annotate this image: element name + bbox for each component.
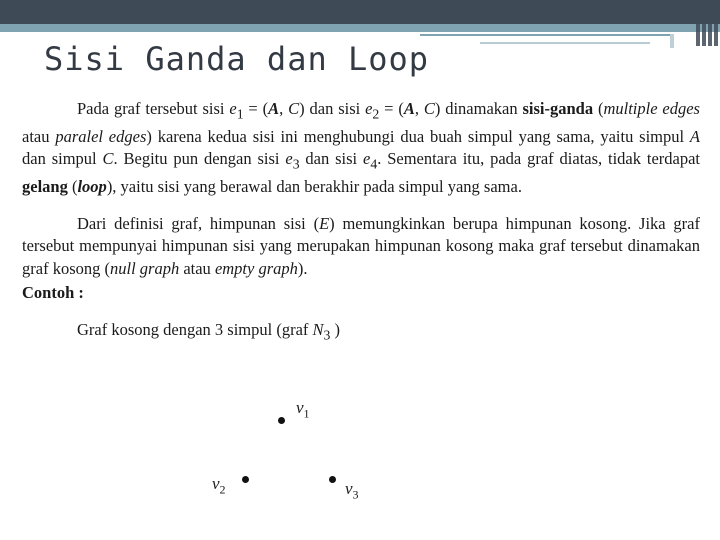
vertex-label-v1: $v_1$ [296, 398, 310, 421]
null-graph-diagram [200, 395, 400, 505]
header-accent-bar [0, 24, 720, 32]
paragraph-multiple-edges: Pada graf tersebut sisi $e_1 = (A$, C) dan sisi $e_2 = (A$, C) dinamakan sisi-ganda (multiple edges atau paralel edges) karena kedua sisi ini menghubungi dua buah simpul yang sama, yaitu simpul A dan simpul C. Begitu pun dengan sisi $e_3$ dan sisi $e_4$. Sementara itu, pada graf diatas, tidak terdapat gelang (loop), yaitu sisi yang berawal dan berakhir pada simpul yang sama. [22, 99, 701, 197]
header-bar [0, 0, 720, 24]
vertex-label-v3: $v_3$ [345, 479, 359, 502]
title-decoration-lines [420, 34, 720, 50]
vertex-v3 [329, 476, 336, 483]
vertex-label-v2: $v_2$ [212, 474, 226, 497]
vertex-v1 [278, 417, 285, 424]
slide-body [22, 98, 700, 346]
paragraph-null-graph: Dari definisi graf, himpunan sisi (E) memungkinkan berupa himpunan kosong. Jika graf tersebut mempunyai himpunan sisi yang merupakan himpunan kosong maka graf tersebut dinamakan graf kosong (null graph atau empty graph). [22, 213, 700, 278]
example-caption: Graf kosong dengan 3 simpul (graf $N_3$ ) [77, 319, 341, 342]
vertex-v2 [242, 476, 249, 483]
example-heading: Contoh : [22, 283, 84, 303]
slide-title: Sisi Ganda dan Loop [44, 40, 430, 78]
